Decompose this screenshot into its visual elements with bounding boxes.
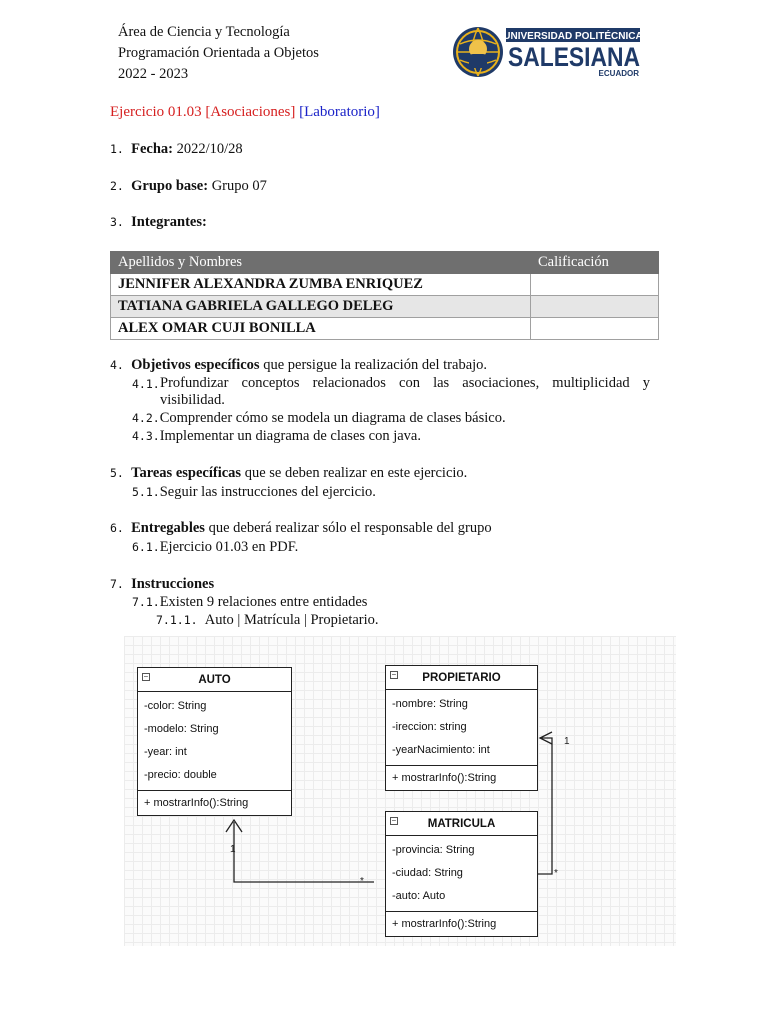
subitem-5-1-number: 5.1.	[132, 485, 160, 499]
subitem-4-1-number: 4.1.	[132, 377, 160, 391]
class-matricula-method: + mostrarInfo():String	[392, 918, 497, 930]
attribute: -modelo: String	[144, 723, 219, 735]
item-grupo-number: 2.	[110, 179, 124, 193]
item-grupo-label: Grupo base:	[131, 178, 209, 194]
exercise-title-prefix: Ejercicio 01.03 [Asociaciones]	[110, 104, 296, 120]
table-row	[111, 296, 659, 318]
attribute: -precio: double	[144, 769, 217, 781]
class-auto	[137, 667, 292, 816]
member-name: TATIANA GABRIELA GALLEGO DELEG	[111, 296, 531, 318]
member-grade	[531, 274, 659, 296]
header-area: Área de Ciencia y Tecnología	[118, 24, 290, 40]
attribute: -ireccion: string	[392, 721, 467, 733]
propietario-multiplicity-label: 1	[564, 736, 570, 747]
item-grupo	[110, 178, 267, 195]
subitem-7-1-1	[156, 612, 379, 629]
svg-text:UNIVERSIDAD POLITÉCNICA: UNIVERSIDAD POLITÉCNICA	[503, 31, 643, 42]
item-fecha-value: 2022/10/28	[176, 141, 243, 157]
auto-multiplicity-label: 1	[230, 844, 236, 855]
item-objetivos-label: Objetivos específicos	[131, 357, 260, 373]
item-instrucciones-number: 7.	[110, 577, 124, 591]
subitem-7-1-1-text: Auto | Matrícula | Propietario.	[204, 612, 379, 628]
exercise-title	[110, 104, 380, 121]
subitem-4-3	[132, 428, 421, 445]
item-tareas-text: que se deben realizar en este ejercicio.	[244, 465, 468, 481]
member-name: ALEX OMAR CUJI BONILLA	[111, 318, 531, 340]
item-grupo-value: Grupo 07	[211, 178, 267, 194]
class-auto-header	[138, 668, 291, 692]
members-table-header	[111, 252, 659, 274]
subitem-4-3-number: 4.3.	[132, 429, 160, 443]
attribute: -year: int	[144, 746, 187, 758]
attribute: -auto: Auto	[392, 890, 446, 902]
exercise-title-lab: [Laboratorio]	[299, 104, 380, 120]
members-table	[110, 251, 659, 340]
item-integrantes-number: 3.	[110, 215, 124, 229]
member-grade	[531, 318, 659, 340]
class-propietario-attributes	[386, 690, 537, 766]
item-objetivos-text: que persigue la realización del trabajo.	[263, 357, 488, 373]
item-integrantes	[110, 214, 207, 231]
attribute: -color: String	[144, 700, 207, 712]
subitem-7-1-1-number: 7.1.1.	[156, 613, 198, 627]
subitem-6-1-text: Ejercicio 01.03 en PDF.	[159, 539, 299, 555]
subitem-4-1-continuation: visibilidad.	[160, 392, 225, 408]
header-grade: Calificación	[531, 252, 659, 274]
class-matricula-attributes	[386, 836, 537, 912]
item-fecha	[110, 141, 243, 158]
item-integrantes-label: Integrantes:	[131, 214, 207, 230]
svg-text:ECUADOR: ECUADOR	[598, 69, 639, 78]
item-instrucciones	[110, 576, 214, 593]
class-auto-method: + mostrarInfo():String	[144, 797, 249, 809]
item-entregables-text: que deberá realizar sólo el responsable del grupo	[208, 520, 492, 536]
subitem-4-3-text: Implementar un diagrama de clases con java.	[159, 428, 421, 444]
subitem-7-1-number: 7.1.	[132, 595, 160, 609]
item-tareas	[110, 465, 467, 482]
table-row	[111, 274, 659, 296]
class-propietario-name: PROPIETARIO	[422, 672, 501, 684]
subitem-4-2-number: 4.2.	[132, 411, 160, 425]
class-auto-attributes	[138, 692, 291, 791]
class-propietario-header	[386, 666, 537, 690]
subitem-6-1	[132, 539, 298, 556]
collapse-icon: –	[142, 673, 150, 681]
item-tareas-number: 5.	[110, 466, 124, 480]
subitem-4-1-text: Profundizar conceptos relacionados con las asociaciones, multiplicidad y	[160, 375, 650, 391]
attribute: -ciudad: String	[392, 867, 463, 879]
item-instrucciones-label: Instrucciones	[131, 576, 215, 592]
class-matricula-name: MATRICULA	[427, 818, 496, 830]
item-objetivos-number: 4.	[110, 358, 124, 372]
header-period: 2022 - 2023	[118, 66, 189, 82]
subitem-6-1-number: 6.1.	[132, 540, 160, 554]
subitem-5-1-text: Seguir las instrucciones del ejercicio.	[159, 484, 376, 500]
collapse-icon: –	[390, 817, 398, 825]
item-entregables-label: Entregables	[131, 520, 205, 536]
subitem-5-1	[132, 484, 376, 501]
document-header	[118, 22, 319, 85]
matricula-auto-multiplicity-label: *	[360, 876, 364, 887]
subitem-4-2	[132, 410, 506, 427]
uml-class-diagram	[124, 636, 676, 946]
class-propietario-method: + mostrarInfo():String	[392, 772, 497, 784]
item-fecha-number: 1.	[110, 142, 124, 156]
member-name: JENNIFER ALEXANDRA ZUMBA ENRIQUEZ	[111, 274, 531, 296]
member-grade	[531, 296, 659, 318]
attribute: -provincia: String	[392, 844, 475, 856]
item-objetivos	[110, 357, 487, 374]
attribute: -nombre: String	[392, 698, 468, 710]
matricula-propietario-multiplicity-label: *	[554, 868, 558, 879]
item-entregables	[110, 520, 492, 537]
header-course: Programación Orientada a Objetos	[118, 45, 319, 61]
item-fecha-label: Fecha:	[131, 141, 173, 157]
attribute: -yearNacimiento: int	[392, 744, 490, 756]
item-entregables-number: 6.	[110, 521, 124, 535]
class-matricula-header	[386, 812, 537, 836]
header-names: Apellidos y Nombres	[111, 252, 531, 274]
subitem-number	[132, 376, 160, 393]
table-row	[111, 318, 659, 340]
university-logo	[452, 24, 644, 80]
subitem-7-1	[132, 594, 367, 611]
svg-text:SALESIANA: SALESIANA	[508, 42, 640, 72]
subitem-7-1-text: Existen 9 relaciones entre entidades	[159, 594, 368, 610]
class-auto-name: AUTO	[198, 674, 231, 686]
item-tareas-label: Tareas específicas	[131, 465, 242, 481]
subitem-4-2-text: Comprender cómo se modela un diagrama de clases básico.	[159, 410, 506, 426]
class-matricula	[385, 811, 538, 937]
class-propietario	[385, 665, 538, 791]
collapse-icon: –	[390, 671, 398, 679]
